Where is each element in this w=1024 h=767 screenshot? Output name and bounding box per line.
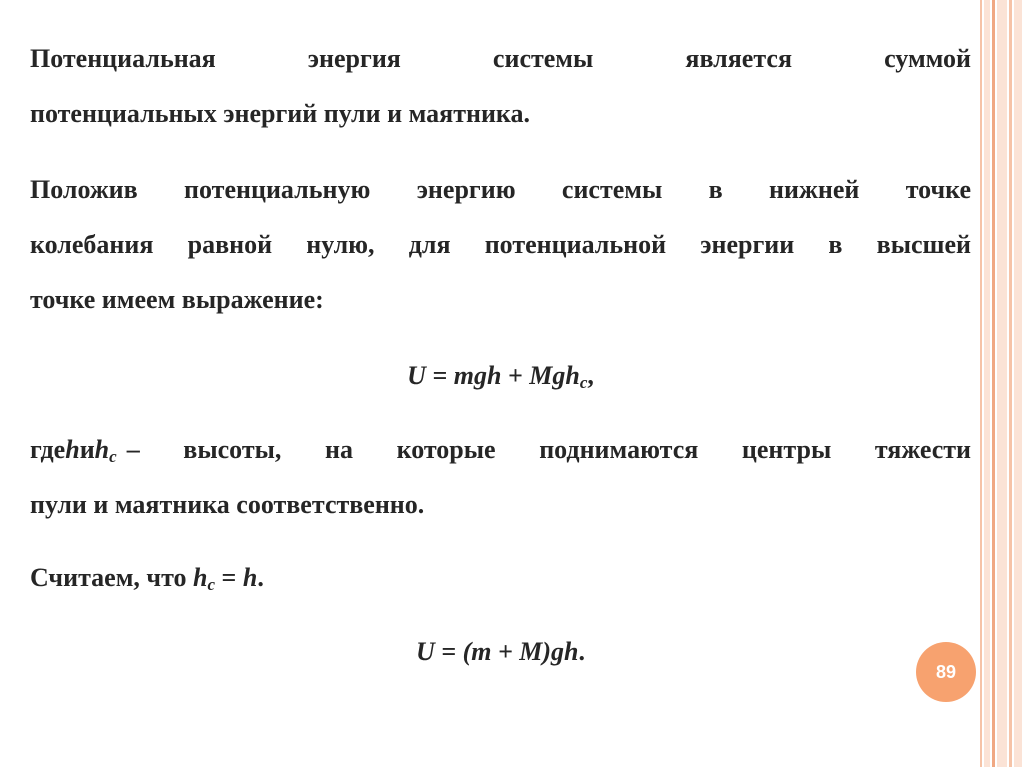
paragraph-heights	[30, 422, 971, 532]
symbol-h: h	[242, 563, 258, 592]
word: – высоты, на которые поднимаются центры тяжести	[126, 435, 971, 464]
formula-punctuation: .	[578, 637, 586, 666]
formula-main: U = mgh + Mgh	[407, 361, 580, 390]
paragraph-line: Положив потенциальную энергию системы в нижней точке	[30, 175, 971, 204]
page-number-badge: 89	[916, 642, 976, 702]
word: где	[30, 435, 66, 464]
punctuation: .	[257, 563, 264, 592]
formula-potential-energy	[30, 356, 971, 396]
equals-sign: =	[221, 563, 237, 592]
formula-main: U = (m + M)gh	[415, 637, 579, 666]
stripe	[980, 0, 982, 767]
stripe	[992, 0, 995, 767]
formula-combined	[30, 632, 971, 672]
formula-subscript: c	[579, 373, 588, 392]
paragraph-line: потенциальных энергий пули и маятника.	[30, 99, 531, 128]
paragraph-line: Потенциальная энергия системы является суммой	[30, 44, 971, 73]
symbol-hc	[95, 422, 117, 477]
formula-punctuation: ,	[587, 361, 594, 390]
assumption-prefix: Считаем, что	[30, 563, 187, 592]
stripe	[1014, 0, 1022, 767]
stripe	[1009, 0, 1012, 767]
symbol-base: h	[94, 435, 110, 464]
stripe	[984, 0, 990, 767]
paragraph-potential-energy-sum	[30, 31, 971, 141]
word: и	[79, 435, 95, 464]
paragraph-line: пули и маятника соответственно.	[30, 490, 425, 519]
paragraph-assumption	[30, 550, 971, 605]
decorative-stripes	[980, 0, 1024, 767]
symbol-base: h	[193, 563, 208, 592]
symbol-subscript: c	[207, 575, 216, 594]
paragraph-line	[30, 422, 971, 477]
paragraph-line: колебания равной нулю, для потенциальной энергии в высшей	[30, 230, 971, 259]
symbol-subscript: c	[109, 447, 117, 466]
paragraph-line: точке имеем выражение:	[30, 285, 324, 314]
stripe	[997, 0, 1007, 767]
symbol-h: h	[65, 435, 80, 464]
paragraph-zero-level	[30, 162, 971, 327]
paragraph-line	[30, 550, 971, 605]
